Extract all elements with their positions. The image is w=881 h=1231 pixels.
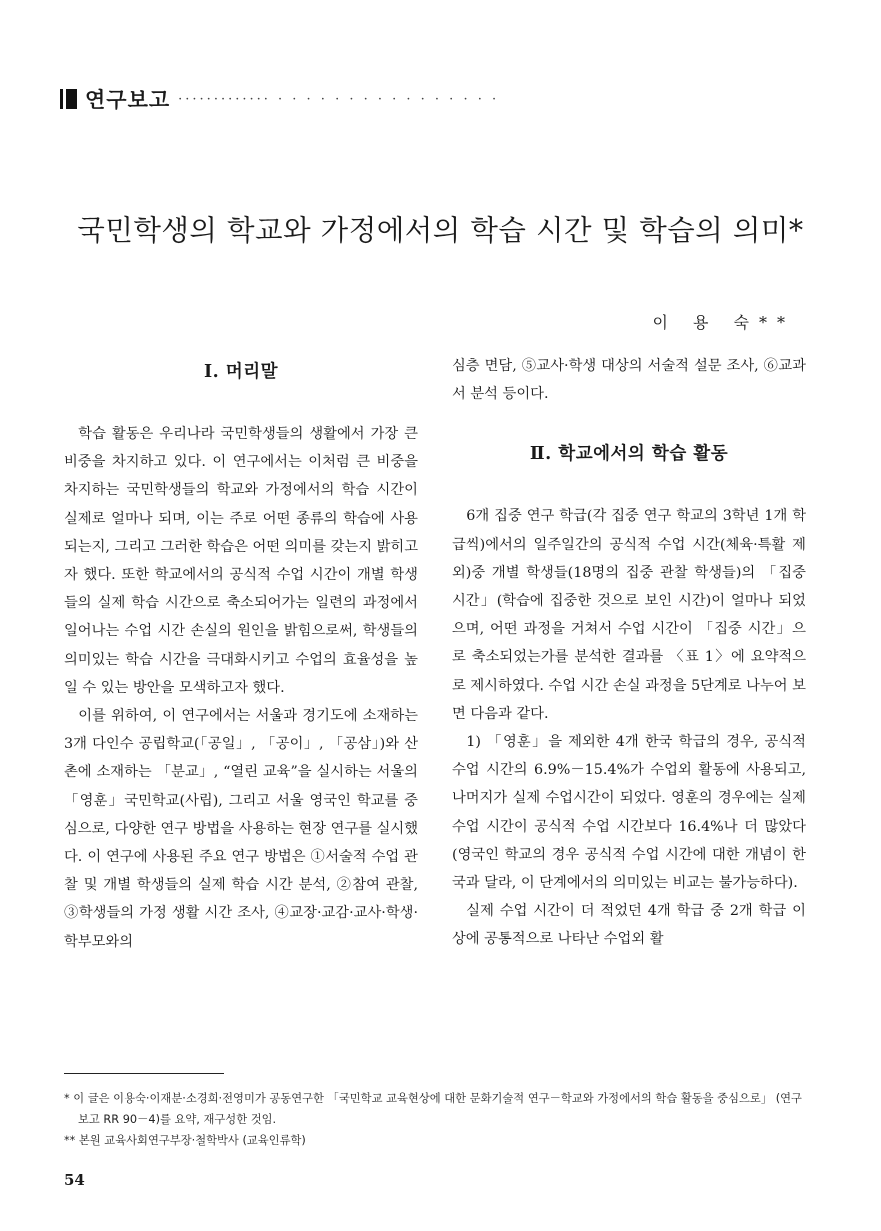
- body-paragraph: 1) 「영훈」을 제외한 4개 한국 학급의 경우, 공식적 수업 시간의 6.9%－15.4%가 수업외 활동에 사용되고, 나머지가 실제 수업시간이 되었다. 영훈의 경우에는 실제 수업 시간이 공식적 수업 시간보다 16.4%나 더 많았다(영국인 학교의 경우 공식적 수업 시간에 대한 개념이 한국과 달라, 이 단계에서의 의미있는 비교는 불가능하다).: [452, 734, 806, 892]
- author-name: 이 용 숙**: [652, 313, 795, 332]
- body-paragraph: 이를 위하여, 이 연구에서는 서울과 경기도에 소재하는 3개 다인수 공립학교(「공일」, 「공이」, 「공삼」)와 산촌에 소재하는 「분교」, “열린 교육”을 실시하는 서울의 「영훈」국민학교(사립), 그리고 서울 영국인 학교를 중심으로, 다양한 연구 방법을 사용하는 현장 연구를 실시했다. 이 연구에 사용된 주요 연구 방법은 ①서술적 수업 관찰 및 개별 학생들의 실제 학습 시간 분석, ②참여 관찰, ③학생들의 가정 생활 시간 조사, ④교장·교감·교사·학생·학부모와의: [64, 708, 419, 950]
- footnote: ** 본원 교육사회연구부장·철학박사 (교육인류학): [64, 1134, 306, 1147]
- footnote-divider: [64, 1073, 224, 1074]
- section-heading-school-learning: Ⅱ. 학교에서의 학습 활동: [529, 444, 729, 465]
- footnote: * 이 글은 이용숙·이재분·소경희·전영미가 공동연구한 「국민학교 교육현상에 대한 문화기술적 연구－학교와 가정에서의 학습 활동을 중심으로」 (연구보고 RR 90－4)를 요약, 재구성한 것임.: [64, 1092, 802, 1126]
- body-paragraph: 학습 활동은 우리나라 국민학생들의 생활에서 가장 큰 비중을 차지하고 있다. 이 연구에서는 이처럼 큰 비중을 차지하는 국민학생들의 학교와 가정에서의 학습 시간이 실제로 얼마나 되며, 이는 주로 어떤 종류의 학습에 사용되는지, 그리고 그러한 학습은 어떤 의미를 갖는지 밝히고자 했다. 또한 학교에서의 공식적 수업 시간이 개별 학생들의 실제 학습 시간으로 축소되어가는 일련의 과정에서 일어나는 수업 시간 손실의 원인을 밝힘으로써, 학생들의 의미있는 학습 시간을 극대화시키고 수업의 효율성을 높일 수 있는 방안을 모색하고자 했다.: [64, 426, 419, 696]
- header-bar-thin: [60, 89, 63, 109]
- section-heading-introduction: Ⅰ. 머리말: [203, 362, 279, 382]
- page-number: 54: [64, 1171, 85, 1189]
- body-paragraph: 6개 집중 연구 학급(각 집중 연구 학교의 3학년 1개 학급씩)에서의 일주일간의 공식적 수업 시간(체육·특활 제외)중 개별 학생들(18명의 집중 관찰 학생들)의 「집중 시간」(학습에 집중한 것으로 보인 시간)이 얼마나 되었으며, 어떤 과정을 거쳐서 수업 시간이 「집중 시간」으로 축소되었는가를 분석한 결과를 〈표 1〉에 요약적으로 제시하였다. 수업 시간 손실 과정을 5단계로 나누어 보면 다음과 같다.: [452, 508, 806, 722]
- footnotes: [64, 1088, 804, 1151]
- body-paragraph: 실제 수업 시간이 더 적었던 4개 학급 중 2개 학급 이상에 공통적으로 나타난 수업외 활: [452, 903, 806, 948]
- right-column: [452, 352, 806, 954]
- paper-title: 국민학생의 학교와 가정에서의 학습 시간 및 학습의 의미*: [77, 214, 804, 247]
- left-column: [64, 352, 418, 956]
- section-header: [60, 86, 620, 112]
- body-paragraph-continued: 심층 면담, ⑤교사·학생 대상의 서술적 설문 조사, ⑥교과서 분석 등이다.: [452, 358, 806, 403]
- header-bar-thick: [66, 89, 77, 109]
- header-dot-leader: ············· · · · · · · · · · · · · · · · ·: [178, 91, 500, 107]
- section-label: 연구보고: [85, 88, 171, 112]
